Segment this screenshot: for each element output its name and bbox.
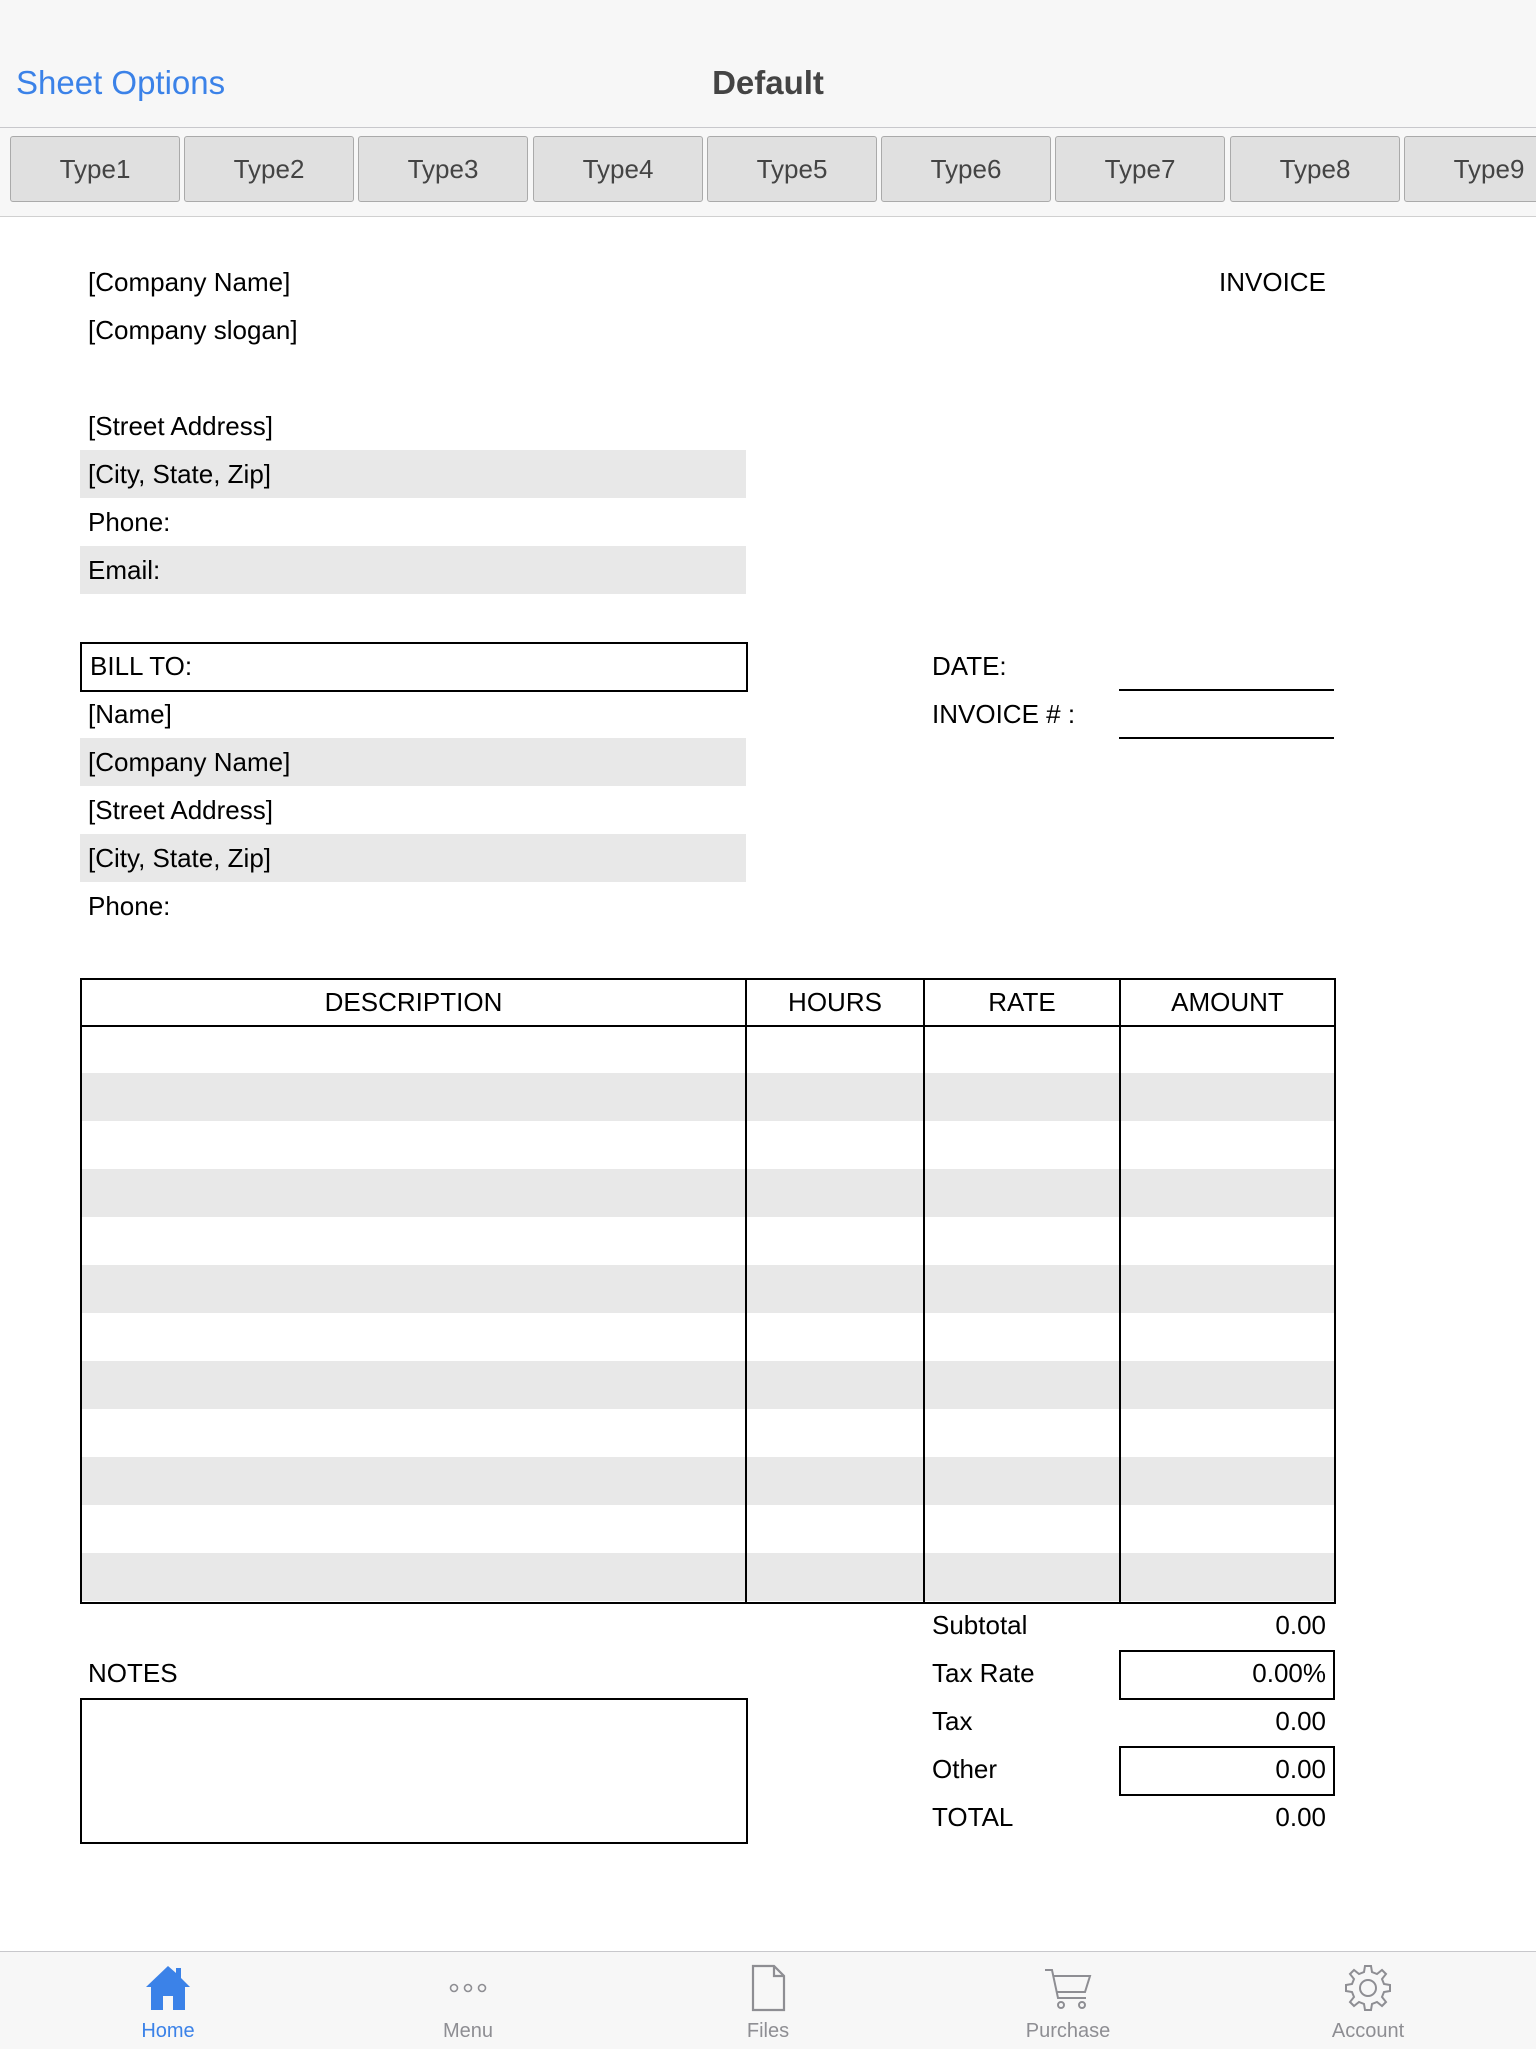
gear-icon xyxy=(1343,1962,1393,2014)
total-value: 0.00 xyxy=(1275,1802,1326,1832)
company-street[interactable]: [Street Address] xyxy=(88,411,273,441)
tab-menu-label: Menu xyxy=(442,2020,494,2042)
notes-label: NOTES xyxy=(88,1658,178,1688)
invoice-number-field[interactable] xyxy=(1119,737,1334,739)
company-name[interactable]: [Company Name] xyxy=(88,267,291,297)
subtotal-label: Subtotal xyxy=(932,1610,1028,1640)
tab-menu[interactable] xyxy=(368,1952,568,2049)
column-divider xyxy=(1119,978,1121,1604)
table-header-divider xyxy=(80,1025,1336,1027)
cart-icon xyxy=(1043,1962,1093,2014)
home-icon xyxy=(143,1962,193,2014)
tab-files[interactable] xyxy=(668,1952,868,2049)
bill-to-street[interactable]: [Street Address] xyxy=(88,795,273,825)
navigation-bar xyxy=(0,0,1536,128)
bill-to-company[interactable]: [Company Name] xyxy=(88,747,291,777)
invoice-number-label: INVOICE # : xyxy=(932,699,1076,729)
subtotal-value: 0.00 xyxy=(1275,1610,1326,1640)
header-hours: HOURS xyxy=(788,987,882,1017)
tab-files-label: Files xyxy=(746,2020,790,2042)
header-rate: RATE xyxy=(988,987,1056,1017)
tab-account-label: Account xyxy=(1331,2020,1405,2042)
tab-type7[interactable]: Type7 xyxy=(1055,136,1225,202)
tab-type4[interactable]: Type4 xyxy=(533,136,703,202)
tab-home-label: Home xyxy=(141,2020,195,2042)
page-title: Default xyxy=(712,64,824,101)
bill-to-phone[interactable]: Phone: xyxy=(88,891,171,921)
tab-purchase-label: Purchase xyxy=(1025,2020,1111,2042)
tab-type8[interactable]: Type8 xyxy=(1230,136,1400,202)
tax-rate-value[interactable]: 0.00% xyxy=(1252,1658,1326,1688)
header-amount: AMOUNT xyxy=(1171,987,1284,1017)
tab-purchase[interactable] xyxy=(968,1952,1168,2049)
tab-type5[interactable]: Type5 xyxy=(707,136,877,202)
bottom-tab-bar xyxy=(0,1951,1536,2049)
tab-home[interactable] xyxy=(68,1952,268,2049)
tab-account[interactable] xyxy=(1268,1952,1468,2049)
column-divider xyxy=(923,978,925,1604)
company-city[interactable]: [City, State, Zip] xyxy=(88,459,272,489)
company-slogan[interactable]: [Company slogan] xyxy=(88,315,298,345)
other-value[interactable]: 0.00 xyxy=(1275,1754,1326,1784)
company-email[interactable]: Email: xyxy=(88,555,161,585)
tax-value: 0.00 xyxy=(1275,1706,1326,1736)
date-field[interactable] xyxy=(1119,689,1334,691)
header-description: DESCRIPTION xyxy=(324,987,503,1017)
tax-label: Tax xyxy=(932,1706,973,1736)
tab-type1[interactable]: Type1 xyxy=(10,136,180,202)
row-shade xyxy=(80,546,746,594)
file-icon xyxy=(743,1962,793,2014)
other-label: Other xyxy=(932,1754,998,1784)
tax-rate-label: Tax Rate xyxy=(932,1658,1035,1688)
total-label: TOTAL xyxy=(932,1802,1014,1832)
column-divider xyxy=(745,978,747,1604)
tab-type3[interactable]: Type3 xyxy=(358,136,528,202)
type-tab-bar xyxy=(0,128,1536,217)
bill-to-header: BILL TO: xyxy=(90,651,193,681)
bill-to-city[interactable]: [City, State, Zip] xyxy=(88,843,272,873)
tab-type6[interactable]: Type6 xyxy=(881,136,1051,202)
notes-box[interactable] xyxy=(80,1698,748,1844)
tab-type2[interactable]: Type2 xyxy=(184,136,354,202)
company-phone[interactable]: Phone: xyxy=(88,507,171,537)
more-icon xyxy=(443,1962,493,2014)
bill-to-name[interactable]: [Name] xyxy=(88,699,172,729)
date-label: DATE: xyxy=(932,651,1007,681)
invoice-title: INVOICE xyxy=(1219,267,1326,297)
table-border xyxy=(80,978,1336,1604)
tab-type9[interactable]: Type9 xyxy=(1404,136,1536,202)
sheet-options-button[interactable]: Sheet Options xyxy=(16,64,226,101)
